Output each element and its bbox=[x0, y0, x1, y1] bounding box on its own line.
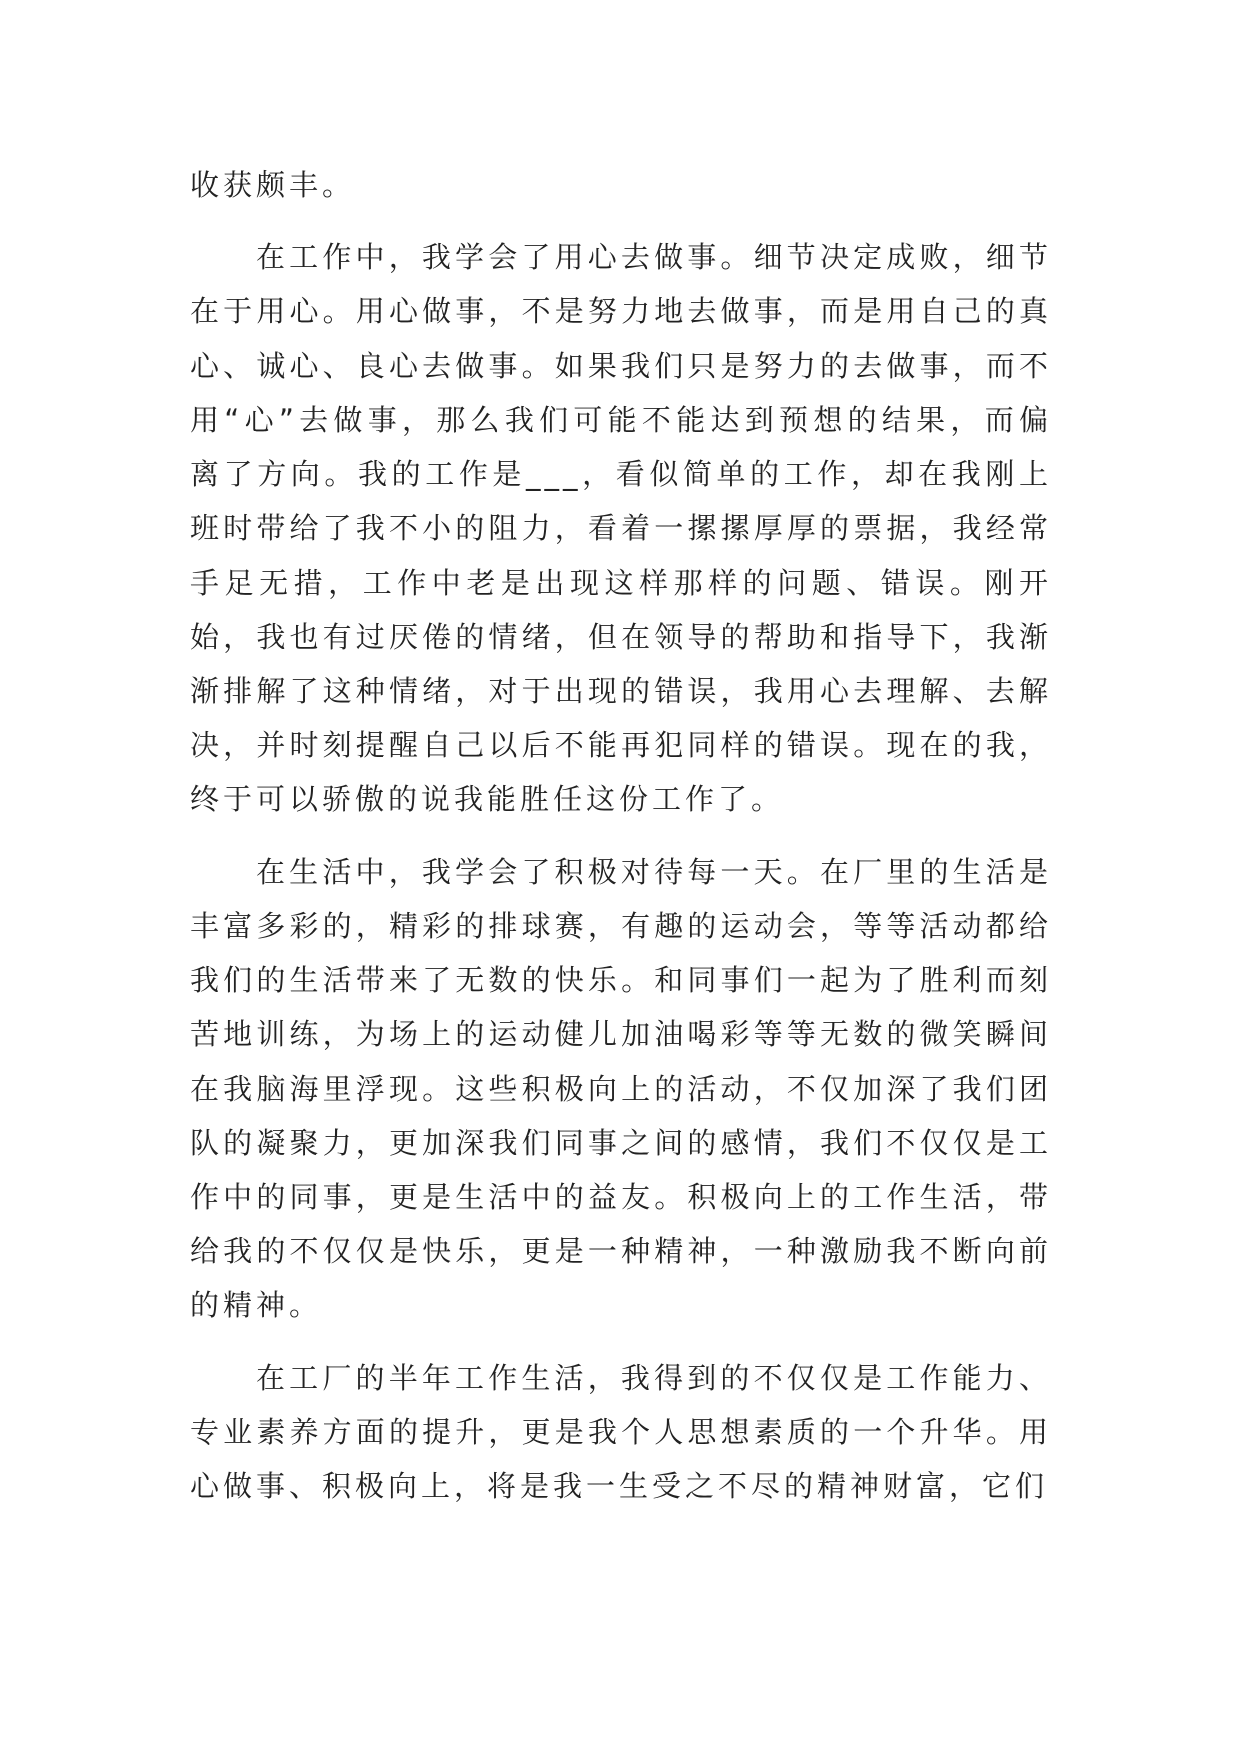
paragraph-continuation: 收获颇丰。 bbox=[190, 168, 356, 202]
paragraph-life: 在生活中，我学会了积极对待每一天。在厂里的生活是丰富多彩的，精彩的排球赛，有趣的运动会，等等活动都给我们的生活带来了无数的快乐。和同事们一起为了胜利而刻苦地训练，为场上的运动健儿加油喝彩等等无数的微笑瞬间在我脑海里浮现。这些积极向上的活动，不仅加深了我们团队的凝聚力，更加深我们同事之间的感情，我们不仅仅是工作中的同事，更是生活中的益友。积极向上的工作生活，带给我的不仅仅是快乐，更是一种精神，一种激励我不断向前的精神。 bbox=[190, 854, 1052, 1323]
paragraph-summary: 在工厂的半年工作生活，我得到的不仅仅是工作能力、专业素养方面的提升，更是我个人思想素质的一个升华。用心做事、积极向上，将是我一生受之不尽的精神财富，它们 bbox=[190, 1360, 1052, 1504]
paragraph-work: 在工作中，我学会了用心去做事。细节决定成败，细节在于用心。用心做事，不是努力地去做事，而是用自己的真心、诚心、良心去做事。如果我们只是努力的去做事，而不用“心”去做事，那么我们可能不能达到预想的结果，而偏离了方向。我的工作是___，看似简单的工作，却在我刚上班时带给了我不小的阻力，看着一摞摞厚厚的票据，我经常手足无措，工作中老是出现这样那样的问题、错误。刚开始，我也有过厌倦的情绪，但在领导的帮助和指导下，我渐渐排解了这种情绪，对于出现的错误，我用心去理解、去解决，并时刻提醒自己以后不能再犯同样的错误。现在的我，终于可以骄傲的说我能胜任这份工作了。 bbox=[190, 240, 1052, 817]
document-body bbox=[190, 158, 1052, 1513]
